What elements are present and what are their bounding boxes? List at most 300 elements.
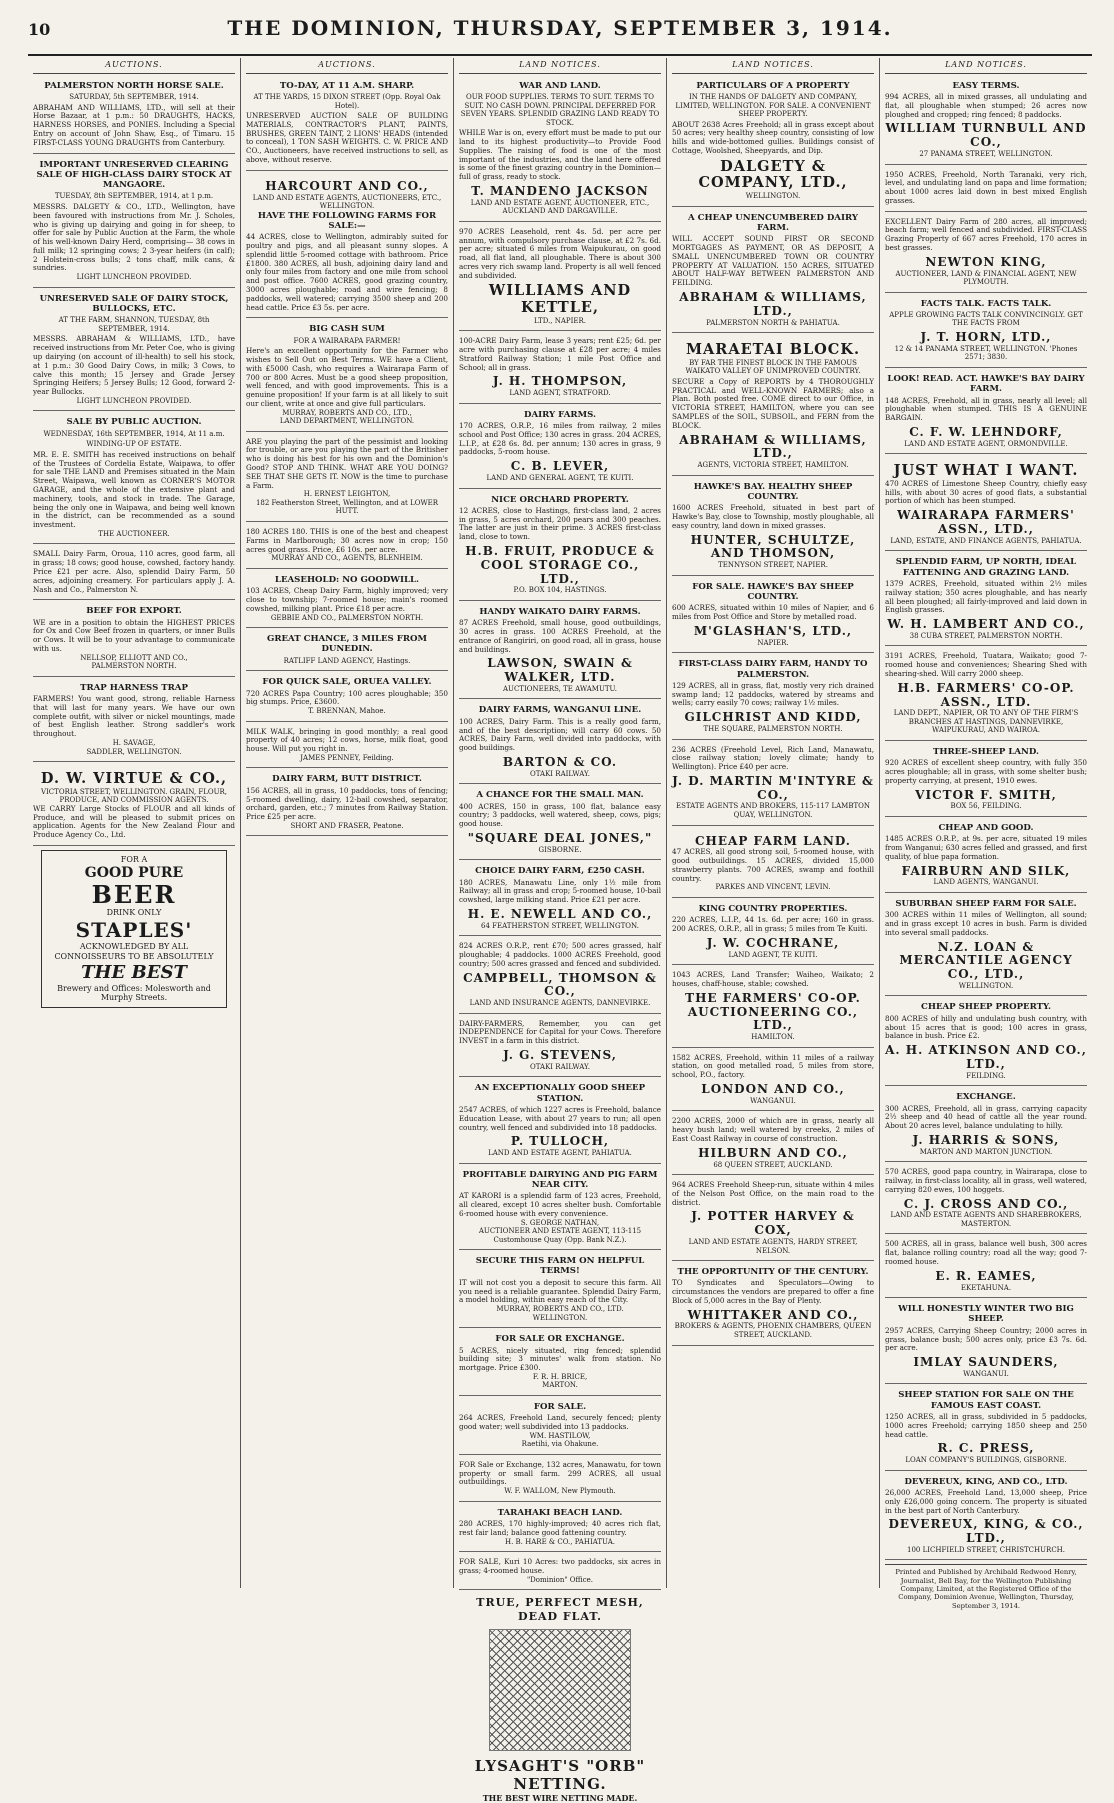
ad-body: ARE you playing the part of the pessimist and looking for trouble, or are you playing the part of the Britisher who is doing his best for his own and the Dominion's Good? STOP AND THINK. WHAT ARE YOU DOING? SEE THAT SHE GETS IT. NOW is the time to purchase a Farm.: [246, 436, 448, 490]
ad-body: WHILE War is on, every effort must be made to put our land to its highest productivity—to Provide Food Supplies. The raising of food is one of the most important of the industries, and the land here offered is some of the finest grazing country in the Dominion—full of grass, ready to stock.: [459, 128, 661, 182]
advertisement: [246, 771, 448, 836]
advertisement: [672, 743, 874, 826]
ad-signature: WAIRARAPA FARMERS' ASSN., LTD.,: [897, 508, 1075, 536]
advertisement: [459, 1505, 661, 1552]
ad-title: BIG CASH SUM: [309, 324, 385, 335]
ad-agent: PALMERSTON NORTH.: [91, 662, 177, 671]
ad-note: LIGHT LUNCHEON PROVIDED.: [76, 396, 192, 405]
ad-title: BEEF FOR EXPORT.: [86, 606, 182, 617]
ad-signature: GILCHRIST AND KIDD,: [684, 710, 862, 725]
ad-title: TRAP HARNESS TRAP: [80, 682, 188, 693]
ad-agent: SADDLER, WELLINGTON.: [86, 747, 182, 756]
beer-brand: STAPLES': [75, 917, 193, 942]
advertisement: [459, 604, 661, 700]
ad-title: TO-DAY, AT 11 A.M. SHARP.: [279, 80, 415, 91]
advertisement: [33, 157, 235, 288]
advertisement: [672, 579, 874, 654]
ad-title: DAIRY FARM, BUTT DISTRICT.: [272, 774, 422, 785]
ad-body: 148 ACRES, Freehold, all in grass, nearly all level; all ploughable when stumped. THIS IS A GENUINE BARGAIN.: [885, 395, 1087, 423]
ad-body: DAIRY-FARMERS, Remember, you can get INDEPENDENCE for Capital for your Cows. Therefore INVEST in a farm in this district.: [459, 1018, 661, 1046]
ad-agent: P.O. BOX 104, HASTINGS.: [513, 586, 607, 595]
column-heading: AUCTIONS.: [246, 58, 448, 74]
ad-agent: AUCTIONEER AND ESTATE AGENT, 113-115 Customhouse Quay (Opp. Bank N.Z.).: [478, 1227, 642, 1244]
beer-acknowledged: ACKNOWLEDGED BY ALL CONNOISSEURS TO BE ABSOLUTELY: [54, 942, 214, 962]
ad-title: SPLENDID FARM, UP NORTH, IDEAL FATTENING AND GRAZING LAND.: [895, 557, 1077, 578]
ad-title: KING COUNTRY PROPERTIES.: [698, 904, 848, 914]
ad-date: TUESDAY, 8th SEPTEMBER, 1914, at 1 p.m.: [54, 192, 214, 201]
ad-body: 236 ACRES (Freehold Level, Rich Land, Manawatu, close railway station; lovely climate; handy to Wellington). Price £40 per acre.: [672, 744, 874, 772]
ad-agent: LOAN COMPANY'S BUILDINGS, GISBORNE.: [905, 1456, 1067, 1465]
ad-title: FACTS TALK. FACTS TALK.: [920, 298, 1052, 309]
ad-agent: FEILDING.: [966, 1071, 1006, 1080]
ad-body: WE are in a position to obtain the HIGHEST PRICES for Ox and Cow Beef frozen in quarters, or inner Bulls or Cows. It will be to your advantage to communicate with us.: [33, 617, 235, 653]
ad-signature: C. J. CROSS AND CO.,: [903, 1196, 1069, 1211]
ad-agent: LAND AGENT, STRATFORD.: [509, 389, 611, 398]
ad-body: 170 ACRES, O.R.P., 16 miles from railway, 2 miles school and Post Office; 130 acres in grass. 204 ACRES, L.I.P., at £28 6s. 8d. per annum; 130 acres in grass, 9 paddocks, 5-room house.: [459, 421, 661, 457]
ad-date: AT THE FARM, SHANNON, TUESDAY, 8th SEPTEMBER, 1914.: [58, 316, 210, 333]
advertisement: [459, 863, 661, 936]
ad-body: 264 ACRES, Freehold Land, securely fenced; plenty good water; well subdivided into 13 paddocks.: [459, 1413, 661, 1432]
advertisement: [459, 1167, 661, 1251]
advertisement: [459, 225, 661, 332]
ad-body: UNRESERVED AUCTION SALE OF BUILDING MATERIALS, CONTRACTOR'S PLANT, PAINTS, BRUSHES, GREEN TAINT, 2 LIONS' HEADS (intended to conceal), 1 TON SASH WEIGHTS. C. W. PRICE AND CO., Auctioneers, have received instructions to sell, as above, without reserve.: [246, 111, 448, 165]
ad-agent: LAND AND GENERAL AGENT, TE KUITI.: [486, 473, 634, 482]
ad-signature: H. SAVAGE,: [112, 739, 156, 747]
ad-body: 280 ACRES, 170 highly-improved; 40 acres rich flat, rest fair land; balance good fattening country.: [459, 1519, 661, 1537]
ad-signature: MURRAY, ROBERTS AND CO., LTD.,: [282, 408, 412, 417]
ad-date: WEDNESDAY, 16th SEPTEMBER, 1914, At 11 a.m.: [43, 429, 225, 438]
ad-title: FIRST-CLASS DAIRY FARM, HANDY TO PALMERSTON.: [678, 659, 868, 680]
ad-signature: CAMPBELL, THOMSON & CO.,: [463, 970, 657, 999]
ad-body: 1485 ACRES O.R.P., at 9s. per acre, situated 19 miles from Wanganui; 630 acres felled and grassed, and first quality, of blue papa formation.: [885, 834, 1087, 861]
ad-agent: AUCTIONEERS, TE AWAMUTU.: [503, 684, 617, 693]
ad-agent: LAND DEPT., NAPIER, OR TO ANY OF THE FIRM'S BRANCHES AT HASTINGS, DANNEVIRKE, WAIPUKURAU, AND WAIROA.: [893, 709, 1079, 735]
ad-agent: LAND AND ESTATE AGENTS, AUCTIONEERS, ETC., WELLINGTON.: [252, 193, 442, 211]
ad-signature: C. F. W. LEHNDORF,: [909, 424, 1063, 439]
ad-body: 300 ACRES, Freehold, all in grass, carrying capacity 2½ sheep and 40 head of cattle all the year round. About 20 acres level, balance undulating to hilly.: [885, 1103, 1087, 1131]
ad-agent: HAMILTON.: [751, 1033, 795, 1042]
ad-body: 1600 ACRES Freehold, situated in best part of Hawke's Bay, close to Township, mostly ploughable, all easy country, land down in mixed grasses.: [672, 503, 874, 530]
ad-body: 964 ACRES Freehold Sheep-run, situate within 4 miles of the Nelson Post Office, on the main road to the district.: [672, 1180, 874, 1207]
ad-body: 47 ACRES, all good strong soil, 5-roomed house, with good outbuildings. 15 ACRES, divided 15,000 strawberry plants. 700 ACRES, swamp and foothill country.: [672, 847, 874, 883]
ad-title: UNRESERVED SALE OF DAIRY STOCK, BULLOCKS, ETC.: [39, 293, 229, 315]
advertisement: [885, 1301, 1087, 1384]
ad-body: ABRAHAM AND WILLIAMS, LTD., will sell at their Horse Bazaar, at 1 p.m.: 50 DRAUGHTS, HACKS, HARNESS HORSES, and PONIES. Including a Special Entry on account of John Shaw, Esq., of Timaru. 15 FIRST-CLASS YOUNG DRAUGHTS from Canterbury.: [33, 102, 235, 147]
column-heading: AUCTIONS.: [33, 58, 235, 74]
ad-agent: LAND AGENT, TE KUITI.: [728, 950, 818, 959]
advertisement: [885, 999, 1087, 1086]
ad-subtitle: IN THE HANDS OF DALGETY AND COMPANY, LIMITED, WELLINGTON. FOR SALE. A CONVENIENT SHEEP PROPERTY.: [675, 93, 871, 119]
ad-signature: BARTON & CO.: [502, 754, 618, 769]
wire-mesh-illustration: [489, 1629, 631, 1751]
ad-title: JUST WHAT I WANT.: [893, 462, 1079, 480]
advertisement: [459, 334, 661, 403]
ad-agent: VICTORIA STREET, WELLINGTON. GRAIN, FLOUR, PRODUCE, AND COMMISSION AGENTS.: [40, 787, 227, 805]
ad-signature: DEVEREUX, KING, & CO., LTD.,: [888, 1517, 1084, 1546]
ad-body: 824 ACRES O.R.P., rent £70; 500 acres grassed, half ploughable; 4 paddocks. 1000 ACRES Freehold, good country; 500 acres grassed and fenced and subdivided.: [459, 941, 661, 968]
ad-signature: P. TULLOCH,: [510, 1134, 610, 1149]
ad-agent: LAND AND ESTATE AGENTS, HARDY STREET, NELSON.: [688, 1237, 858, 1255]
ad-title: SHEEP STATION FOR SALE ON THE FAMOUS EAST COAST.: [898, 1390, 1074, 1411]
ad-body: FARMERS! You want good, strong, reliable Harness that will last for many years. We have our own complete outfit, with silver or nickel mountings, made of best English leather. Strong saddler's work throughout.: [33, 694, 235, 739]
publisher-imprint: Printed and Published by Archibald Redwood Henry, Journalist, Bell Bay, for the Wellington Publishing Company, Limited, at the Registered Office of the Company, Dominion Avenue, Wellington, Thursday, September 3, 1914.: [885, 1564, 1087, 1609]
advertisement: [459, 78, 661, 222]
ad-title: NICE ORCHARD PROPERTY.: [491, 494, 629, 505]
ad-signature: HILBURN AND CO.,: [698, 1145, 848, 1160]
ad-agent: LAND AND ESTATE AGENT, PAHIATUA.: [488, 1149, 632, 1158]
ad-signature: W. H. LAMBERT AND CO.,: [887, 617, 1085, 632]
ad-body: 129 ACRES, all in grass, flat, mostly very rich drained swamp land; 12 paddocks, watered by streams and wells; carry easily 70 cows; railway 1½ miles.: [672, 680, 874, 708]
ad-signature: SHORT AND FRASER, Peatone.: [290, 821, 404, 830]
ad-signature: GEBBIE AND CO., PALMERSTON NORTH.: [270, 613, 424, 622]
column-1: [28, 58, 241, 1588]
advertisement: [246, 435, 448, 522]
ad-agent: LAND AGENTS, WANGANUI.: [933, 878, 1039, 887]
ad-agent: MARTON AND MARTON JUNCTION.: [919, 1147, 1053, 1156]
advertisement: [672, 1178, 874, 1261]
ad-signature: T. MANDENO JACKSON: [471, 183, 649, 198]
ad-body: 400 ACRES, 150 in grass, 100 flat, balance easy country; 3 paddocks, well watered, sheep, cows, pigs; good house.: [459, 801, 661, 829]
ad-agent: WELLINGTON.: [958, 981, 1014, 990]
ad-agent: 27 PANAMA STREET, WELLINGTON.: [919, 150, 1053, 158]
ad-signature: J. W. COCHRANE,: [706, 935, 840, 950]
ad-title: FOR SALE OR EXCHANGE.: [495, 1334, 625, 1345]
ad-agent: WELLINGTON.: [532, 1313, 588, 1322]
netting-headline: TRUE, PERFECT MESH, DEAD FLAT.: [476, 1596, 644, 1623]
ad-note: LIGHT LUNCHEON PROVIDED.: [76, 273, 192, 282]
ad-subtitle: BY FAR THE FINEST BLOCK IN THE FAMOUS WAIKATO VALLEY OF UNIMPROVED COUNTRY.: [685, 358, 861, 376]
advertisement: [672, 336, 874, 476]
ad-agent: LTD., NAPIER.: [533, 316, 587, 325]
advertisement: [672, 1264, 874, 1346]
ad-title: A CHANCE FOR THE SMALL MAN.: [476, 790, 644, 801]
ad-body: 600 ACRES, situated within 10 miles of Napier, and 6 miles from Post Office and Store by metalled road.: [672, 603, 874, 622]
ad-agent: EKETAHUNA.: [960, 1283, 1012, 1292]
advertisement: [246, 725, 448, 769]
ad-agent: LAND AND ESTATE AGENT, AUCTIONEER, ETC., AUCKLAND AND DARGAVILLE.: [470, 198, 650, 216]
ad-agent: NAPIER.: [757, 638, 789, 647]
ad-body: 470 ACRES of Limestone Sheep Country, chiefly easy hills, with about 30 acres of good flats, a substantial portion of which has been stumped.: [885, 478, 1087, 506]
beer-good-pure: GOOD PURE: [84, 864, 184, 881]
ad-body: 87 ACRES Freehold, small house, good outbuildings, 30 acres in grass. 100 ACRES Freehold, at the entrance of Rangiriri, on good road, all in grass, house and buildings.: [459, 618, 661, 654]
ad-body: 100 ACRES, Dairy Farm. This is a really good farm, and of the best description; will carry 60 cows. 50 ACRES, Dairy Farm, well divided into paddocks, with good buildings.: [459, 716, 661, 753]
ad-title: DAIRY FARMS, WANGANUI LINE.: [478, 705, 642, 716]
advertisement: [672, 78, 874, 207]
ad-body: AT KARORI is a splendid farm of 123 acres, Freehold, all cleared, except 10 acres shelter bush. Comfortable 6-roomed house with every convenience.: [459, 1191, 661, 1218]
ad-signature: J. HARRIS & SONS,: [912, 1132, 1060, 1147]
ad-agent: GISBORNE.: [538, 845, 582, 854]
advertisement: [246, 572, 448, 628]
ad-body: EXCELLENT Dairy Farm of 280 acres, all improved; beach farm; well fenced and subdivided. FIRST-CLASS Grazing Property of 667 acres Freehold, 170 acres in best grasses.: [885, 216, 1087, 252]
advertisement: [246, 674, 448, 721]
advertisement: [672, 968, 874, 1047]
ad-signature: W. F. WALLOM, New Plymouth.: [504, 1487, 616, 1496]
ad-title: SECURE THIS FARM ON HELPFUL TERMS!: [475, 1256, 645, 1277]
ad-body: 12 ACRES, close to Hastings, first-class land, 2 acres in grass, 5 acres orchard, 200 pears and 300 peaches. The latter are just in their prime. 3 ACRES first-class land, close to town.: [459, 505, 661, 542]
ad-title: FOR SALE.: [533, 1401, 587, 1412]
ad-title: LEASEHOLD: NO GOODWILL.: [274, 574, 420, 585]
ad-signature: WM. HASTILOW,: [529, 1431, 591, 1440]
ad-agent: TENNYSON STREET, NAPIER.: [718, 561, 828, 570]
ad-body: 1379 ACRES, Freehold, situated within 2½ miles railway station; 350 acres ploughable, and has nearly all been ploughed; all fairly-improved and laid down in English grasses.: [885, 578, 1087, 615]
ad-body: MESSRS. DALGETY & CO., LTD., Wellington, have been favoured with instructions from Mr. J. Scholes, who is giving up dairying and going in for sheep, to offer for sale by Public Auction at the Farm, the whole of his well-known Dairy Herd, comprising— 38 cows in full milk; 12 springing cows; 2 3-year heifers (in calf); 2 Holstein-cross bulls; 2 tons chaff, milk cans, & sundries.: [33, 201, 235, 273]
ad-title: PROFITABLE DAIRYING AND PIG FARM NEAR CITY.: [462, 1169, 658, 1190]
ad-body: 180 ACRES, Manawatu Line, only 1½ mile from Railway; all in grass and crop; 5-roomed house, 10-bail cowshed, large milking stand. Price £21 per acre.: [459, 877, 661, 905]
advertisement: [885, 1387, 1087, 1470]
ad-subtitle: WINDING-UP OF ESTATE.: [86, 440, 182, 449]
ad-signature: JAMES PENNEY, Feilding.: [300, 753, 394, 762]
advertisement: [885, 649, 1087, 741]
advertisement: [885, 554, 1087, 646]
ad-body: IT will not cost you a deposit to secure this farm. All you need is a reliable guarantee. Splendid Dairy Farm, a model holding, within easy reach of the City.: [459, 1277, 661, 1305]
ad-body: MESSRS. ABRAHAM & WILLIAMS, LTD., have received instructions from Mr. Peter Coe, who is giving up dairying (on account of ill-health) to sell his stock, at 1 p.m.: 30 Good Dairy Cows, in milk; 3 Cows, to calve this month; 15 Jersey and Grade Jersey Springing Heifers; 5 Jersey Bulls; 12 Good, forward 2-year Bullocks.: [33, 334, 235, 397]
ad-signature: MURRAY AND CO., AGENTS, BLENHEIM.: [271, 554, 423, 563]
ad-body: 1250 ACRES, all in grass, subdivided in 5 paddocks, 1000 acres Freehold; carrying 1850 sheep and 250 head cattle.: [885, 1412, 1087, 1439]
advertisement: [246, 525, 448, 569]
masthead-title: THE DOMINION, THURSDAY, SEPTEMBER 3, 1914.: [227, 16, 893, 40]
ad-agent: LAND, ESTATE, AND FINANCE AGENTS, PAHIATUA.: [890, 536, 1082, 545]
ad-agent: BROKERS & AGENTS, PHOENIX CHAMBERS, QUEEN STREET, AUCKLAND.: [674, 1322, 872, 1340]
ad-body: 720 ACRES Papa Country; 100 acres ploughable; 350 big stumps. Price, £3600.: [246, 688, 448, 707]
column-2: [241, 58, 454, 1588]
advertisement: [33, 765, 235, 846]
advertisement: [459, 492, 661, 601]
netting-advertisement: [459, 1596, 661, 1803]
advertisement: [33, 547, 235, 600]
ad-body: 26,000 ACRES, Freehold Land, 13,000 sheep, Price only £26,000 going concern. The property is situated in the best part of North Canterbury.: [885, 1488, 1087, 1515]
ad-title: SALE BY PUBLIC AUCTION.: [66, 417, 202, 428]
ad-body: 500 ACRES, all in grass, balance well bush, 300 acres flat, balance rolling country; road all the way; good 7-roomed house.: [885, 1239, 1087, 1266]
columns: [28, 58, 1092, 1803]
ad-signature: WILLIAMS AND KETTLE,: [488, 282, 632, 317]
ad-title: LOOK! READ. ACT. HAWKE'S BAY DAIRY FARM.: [887, 373, 1085, 395]
ad-signature: MURRAY, ROBERTS AND CO., LTD.: [496, 1305, 624, 1314]
ad-body: APPLE GROWING FACTS TALK CONVINCINGLY. GET THE FACTS FROM: [889, 310, 1083, 328]
netting-tagline: THE BEST WIRE NETTING MADE.: [482, 1792, 638, 1803]
ad-body: 44 ACRES, close to Wellington, admirably suited for poultry and pigs, and all pleasant sunny slopes. A splendid little 5-roomed cottage with bathroom. Price £1800. 380 ACRES, all bush, adjoining dairy land and only four miles from factory and one mile from school and post office. 7600 ACRES, good grazing country, 3000 acres ploughable; road and wire fencing; 8 paddocks, well watered; carrying 3500 sheep and 200 head cattle. Price £3 5s. per acre.: [246, 232, 448, 312]
ad-title: PARTICULARS OF A PROPERTY: [696, 80, 850, 91]
ad-agent: OTAKI RAILWAY.: [530, 1062, 590, 1071]
advertisement: [33, 603, 235, 677]
advertisement: [672, 210, 874, 333]
ad-title: FOR QUICK SALE, ORUEA VALLEY.: [262, 677, 432, 688]
ad-body: WE CARRY Large Stocks of FLOUR and all kinds of Produce, and will be pleased to submit prices on application. Agents for the New Zealand Flour and Produce Agency Co., Ltd.: [33, 803, 235, 840]
ad-agent: THE SQUARE, PALMERSTON NORTH.: [703, 725, 843, 734]
ad-body: TO Syndicates and Speculators—Owing to circumstances the vendors are prepared to offer a fine Block of 5,000 acres in the Bay of Plenty.: [672, 1278, 874, 1305]
ad-signature: DALGETY & COMPANY, LTD.,: [698, 157, 848, 192]
ad-title: WAR AND LAND.: [519, 80, 601, 91]
ad-agent: OTAKI RAILWAY.: [530, 769, 590, 778]
ad-title: EASY TERMS.: [952, 80, 1020, 91]
advertisement: [33, 78, 235, 154]
ad-signature: RATLIFF LAND AGENCY, Hastings.: [283, 656, 411, 665]
ad-signature: H. E. NEWELL AND CO.,: [467, 906, 653, 921]
ad-agent: WANGANUI.: [750, 1096, 796, 1105]
column-4: [667, 58, 880, 1588]
advertisement: [459, 1331, 661, 1396]
beer-word: BEER: [91, 879, 177, 909]
ad-signature: E. R. EAMES,: [935, 1268, 1037, 1283]
advertisement: [885, 1237, 1087, 1298]
ad-title: CHEAP AND GOOD.: [938, 822, 1034, 833]
advertisement: [885, 78, 1087, 165]
ad-agent: LAND DEPARTMENT, WELLINGTON.: [279, 417, 415, 426]
ad-body: 1043 ACRES, Land Transfer; Waiheo, Waikato; 2 houses, chaff-house, stable; cowshed.: [672, 970, 874, 988]
ad-title: HANDY WAIKATO DAIRY FARMS.: [479, 606, 641, 617]
ad-signature: WILLIAM TURNBULL AND CO.,: [885, 121, 1087, 150]
beer-for-a: FOR A: [120, 854, 148, 864]
column-3: [454, 58, 667, 1803]
advertisement: [672, 1051, 874, 1112]
ad-agent: 100 LICHFIELD STREET, CHRISTCHURCH.: [907, 1545, 1065, 1554]
ad-signature: "Dominion" Office.: [526, 1575, 594, 1584]
advertisement: [459, 1555, 661, 1590]
ad-title: AN EXCEPTIONALLY GOOD SHEEP STATION.: [474, 1083, 646, 1104]
ad-signature: J. H. THOMPSON,: [492, 374, 628, 389]
advertisement: [885, 896, 1087, 997]
ad-body: MR. E. E. SMITH has received instructions on behalf of the Trustees of Cordelia Estate, Waipawa, to offer for sale THE LAND and Premises situated in the Main Street, Waipawa, well known as CORNER'S MOTOR GARAGE, and the whole of the extensive plant and machinery, tools, and stock in trade. The Garage, being the only one in Waipawa, and being well known in the district, can be recommended as a sound investment.: [33, 449, 235, 530]
advertisement: [885, 457, 1087, 551]
ad-signature: N.Z. LOAN & MERCANTILE AGENCY CO., LTD.,: [899, 939, 1073, 982]
ad-signature: M'GLASHAN'S, LTD.,: [693, 623, 853, 638]
ad-signature: H.B. FRUIT, PRODUCE & COOL STORAGE CO., LTD.,: [465, 543, 655, 586]
ad-title: HAVE THE FOLLOWING FARMS FOR SALE:—: [257, 210, 437, 231]
ad-agent: 68 QUEEN STREET, AUCKLAND.: [713, 1160, 833, 1169]
ad-body: 5 ACRES, nicely situated, ring fenced; splendid building site; 3 minutes' walk from station. No mortgage. Price £300.: [459, 1345, 661, 1373]
ad-signature: H.B. FARMERS' CO-OP. ASSN., LTD.: [897, 680, 1075, 709]
ad-signature: NELLSOP, ELLIOTT AND CO.,: [80, 653, 188, 662]
ad-subtitle: AT THE YARDS, 15 DIXON STREET (Opp. Royal Oak Hotel).: [253, 93, 441, 110]
ad-signature: FAIRBURN AND SILK,: [901, 863, 1071, 878]
ad-title: THREE-SHEEP LAND.: [932, 746, 1040, 757]
ad-title: A CHEAP UNENCUMBERED DAIRY FARM.: [688, 212, 858, 233]
advertisement: [672, 901, 874, 965]
ad-signature: F. R. H. BRICE,: [532, 1372, 588, 1381]
ad-agent: LAND AND INSURANCE AGENTS, DANNEVIRKE.: [469, 999, 651, 1008]
ad-body: 156 ACRES, all in grass, 10 paddocks, tons of fencing; 5-roomed dwelling, dairy, 12-bail cowshed, separator, orchard, garden, etc.; 7 minutes from Railway Station. Price £25 per acre.: [246, 785, 448, 822]
ad-title: EXCHANGE.: [956, 1092, 1016, 1103]
ad-signature: R. C. PRESS,: [937, 1441, 1035, 1456]
ad-agent: LAND AND ESTATE AGENTS AND SHAREBROKERS, MASTERTON.: [890, 1211, 1082, 1228]
advertisement: [672, 656, 874, 739]
advertisement: [459, 1253, 661, 1328]
ad-agent: 64 FEATHERSTON STREET, WELLINGTON.: [481, 921, 639, 930]
page-number: 10: [28, 20, 51, 39]
column-5: [880, 58, 1092, 1610]
ad-body: 920 ACRES of excellent sheep country, with fully 350 acres ploughable; all in grass, with some shelter bush; property carrying, at present, 1910 ewes.: [885, 758, 1087, 785]
ad-body: ABOUT 2638 Acres Freehold; all in grass except about 50 acres; very healthy sheep country, consisting of low hills and wide-bottomed gullies. Buildings consist of Cottage, Woolshed, Sheepyards, and Dip.: [672, 119, 874, 155]
ad-signature: H. ERNEST LEIGHTON,: [303, 490, 391, 499]
ad-body: 2957 ACRES, Carrying Sheep Country; 2000 acres in grass, balance bush; 500 acres only, price £3 7s. 6d. per acre.: [885, 1325, 1087, 1353]
ad-title: CHEAP FARM LAND.: [695, 833, 851, 848]
ad-signature: "SQUARE DEAL JONES,": [467, 830, 653, 845]
ad-body: 1950 ACRES, Freehold, North Taranaki, very rich, level, and undulating land on papa and lime formation; about 1000 acres laid down in best mixed English grasses.: [885, 169, 1087, 205]
ad-body: 103 ACRES, Cheap Dairy Farm, highly improved; very close to township; 7-roomed house; main's roomed cowshed, milking plant. Price £18 per acre.: [246, 586, 448, 613]
ad-signature: S. GEORGE NATHAN,: [520, 1218, 600, 1227]
ad-title: THE OPPORTUNITY OF THE CENTURY.: [677, 1267, 869, 1278]
ad-signature: PARKES AND VINCENT, LEVIN.: [715, 883, 831, 892]
ad-agent: AUCTIONEER, LAND & FINANCIAL AGENT, NEW PLYMOUTH.: [895, 269, 1077, 287]
advertisement: [33, 680, 235, 762]
ad-agent: WANGANUI.: [963, 1369, 1009, 1378]
ad-signature: A. H. ATKINSON AND CO., LTD.,: [885, 1043, 1087, 1071]
ad-agent: PALMERSTON NORTH & PAHIATUA.: [706, 318, 840, 327]
advertisement: [885, 168, 1087, 212]
ad-title: CHOICE DAIRY FARM, £250 CASH.: [475, 866, 645, 877]
ad-body: WILL ACCEPT SOUND FIRST OR SECOND MORTGAGES AS PAYMENT, OR AS DEPOSIT, A SMALL UNENCUMBERED TOWN OR COUNTRY PROPERTY AT VALUATION. 150 ACRES, SITUATED ABOUT HALF-WAY BETWEEN PALMERSTON AND FEILDING.: [672, 234, 874, 288]
ad-signature: IMLAY SAUNDERS,: [913, 1355, 1059, 1370]
advertisement: [459, 407, 661, 489]
ad-signature: THE FARMERS' CO-OP. AUCTIONEERING CO., LTD.,: [685, 990, 861, 1033]
advertisement: [33, 414, 235, 544]
advertisement: [672, 479, 874, 576]
ad-body: FOR SALE, Kuri 10 Acres: two paddocks, six acres in grass; 4-roomed house.: [459, 1557, 661, 1575]
advertisement: [459, 939, 661, 1013]
ad-title: HAWKE'S BAY. HEALTHY SHEEP COUNTRY.: [693, 481, 853, 502]
advertisement: [672, 1114, 874, 1175]
ad-agent: WELLINGTON.: [745, 192, 801, 201]
advertisement: [246, 78, 448, 171]
column-heading: LAND NOTICES.: [459, 58, 661, 74]
ad-title: CHEAP SHEEP PROPERTY.: [920, 1002, 1052, 1013]
ad-signature: C. B. LEVER,: [510, 459, 610, 474]
ad-body: Here's an excellent opportunity for the Farmer who wishes to Sell Out on Best Terms. WE have a Client, with £5000 Cash, who requires a Wairarapa Farm of 700 or 800 Acres. Must be a good sheep proposition, well fenced, and with good improvements. This is a genuine proposition! If your farm is at all likely to suit our client, write at once and give full particulars.: [246, 346, 448, 408]
advertisement: [672, 829, 874, 898]
beer-brewery: Brewery and Offices: Molesworth and Murphy Streets.: [57, 983, 211, 1003]
beer-drink-only: DRINK ONLY: [106, 908, 162, 918]
ad-agent: ESTATE AGENTS AND BROKERS, 115-117 LAMBTON QUAY, WELLINGTON.: [675, 802, 871, 820]
advertisement: [246, 631, 448, 671]
ad-signature: ABRAHAM & WILLIAMS, LTD.,: [679, 289, 867, 318]
ad-agent: 12 & 14 PANAMA STREET, WELLINGTON. 'Phones 2571; 3830.: [894, 344, 1078, 362]
ad-agent: MARTON.: [542, 1381, 578, 1390]
ad-body: 220 ACRES, L.I.P., 44 1s. 6d. per acre; 160 in grass. 200 ACRES, O.R.P., all in grass; 5 miles from Te Kuiti.: [672, 915, 874, 934]
ad-body: 2547 ACRES, of which 1227 acres is Freehold, balance Education Lease, with about 27 years to run; all open country, well fenced and subdivided into 18 paddocks.: [459, 1104, 661, 1132]
ad-agent: Raetihi, via Ohakune.: [521, 1440, 599, 1449]
ad-signature: LAWSON, SWAIN & WALKER, LTD.: [487, 656, 633, 685]
advertisement: [885, 215, 1087, 293]
ad-signature: T. BRENNAN, Mahoe.: [308, 707, 386, 716]
ad-signature: HARCOURT AND CO.,: [265, 178, 429, 193]
ad-body: 300 ACRES within 11 miles of Wellington, all sound; and in grass except 10 acres in bush. Farm is divided into several small paddocks.: [885, 910, 1087, 937]
ad-title: TARAHAKI BEACH LAND.: [497, 1507, 623, 1518]
ad-body: MILK WALK, bringing in good monthly; a real good property of 40 acres; 12 cows, horse, milk float, good house. Will put you right in.: [246, 726, 448, 754]
ad-body: FOR Sale or Exchange, 132 acres, Manawatu, for town property or small farm. 299 ACRES, all usual outbuildings.: [459, 1459, 661, 1487]
ad-agent: BOX 56, FEILDING.: [950, 802, 1022, 811]
ad-body: 994 ACRES, all in mixed grasses, all undulating and flat, all ploughable when stumped; 26 acres now ploughed and cropped; ring fenced; 8 paddocks.: [885, 92, 1087, 119]
ad-title: WILL HONESTLY WINTER TWO BIG SHEEP.: [898, 1304, 1074, 1325]
ad-signature: ABRAHAM & WILLIAMS, LTD.,: [679, 432, 867, 461]
ad-signature: VICTOR F. SMITH,: [915, 787, 1057, 802]
ad-title: FOR SALE. HAWKE'S BAY SHEEP COUNTRY.: [692, 581, 854, 603]
ad-signature: J. G. STEVENS,: [503, 1047, 617, 1062]
ad-body: 970 ACRES Leasehold, rent 4s. 5d. per acre per annum, with compulsory purchase clause, at £2 7s. 6d. per acre; situated 6 miles from Waipukurau, on good road, all flat land, all ploughable. There is about 300 acres very rich swamp land. Property is all well fenced and subdivided.: [459, 226, 661, 280]
advertisement: [885, 371, 1087, 454]
ad-title: DAIRY FARMS.: [524, 409, 596, 420]
beer-the-best: THE BEST: [81, 961, 187, 983]
ad-body: 180 ACRES 180. THIS is one of the best and cheapest Farms in Marlborough; 30 acres now in crop; 150 acres good grass. Price, £6 10s. per acre.: [246, 526, 448, 554]
ad-signature: H. B. HARE & CO., PAHIATUA.: [504, 1537, 616, 1546]
ad-signature: J. POTTER HARVEY & COX,: [691, 1209, 855, 1238]
ad-body: 3191 ACRES, Freehold, Tuatara, Waikato; good 7-roomed house and conveniences; Shearing Shed with shearing-shed. Will carry 2000 sheep.: [885, 651, 1087, 678]
ad-date: SATURDAY, 5th SEPTEMBER, 1914.: [69, 93, 199, 102]
column-heading: LAND NOTICES.: [672, 58, 874, 74]
ad-body: 1582 ACRES, Freehold, within 11 miles of a railway station, on good metalled road, 5 miles from store, school, P.O., factory.: [672, 1052, 874, 1080]
netting-brand: LYSAGHT'S "ORB" NETTING.: [474, 1757, 646, 1794]
ad-signature: NEWTON KING,: [925, 254, 1047, 269]
ad-body: SECURE a Copy of REPORTS by 4 THOROUGHLY PRACTICAL and WELL-KNOWN FARMERS; also a Plan. Both posted free. COME direct to our Office, in VICTORIA STREET, HAMILTON, where you can see SAMPLES of the SOIL, SUBSOIL, and FERN from the BLOCK.: [672, 376, 874, 430]
advertisement: [459, 1080, 661, 1163]
